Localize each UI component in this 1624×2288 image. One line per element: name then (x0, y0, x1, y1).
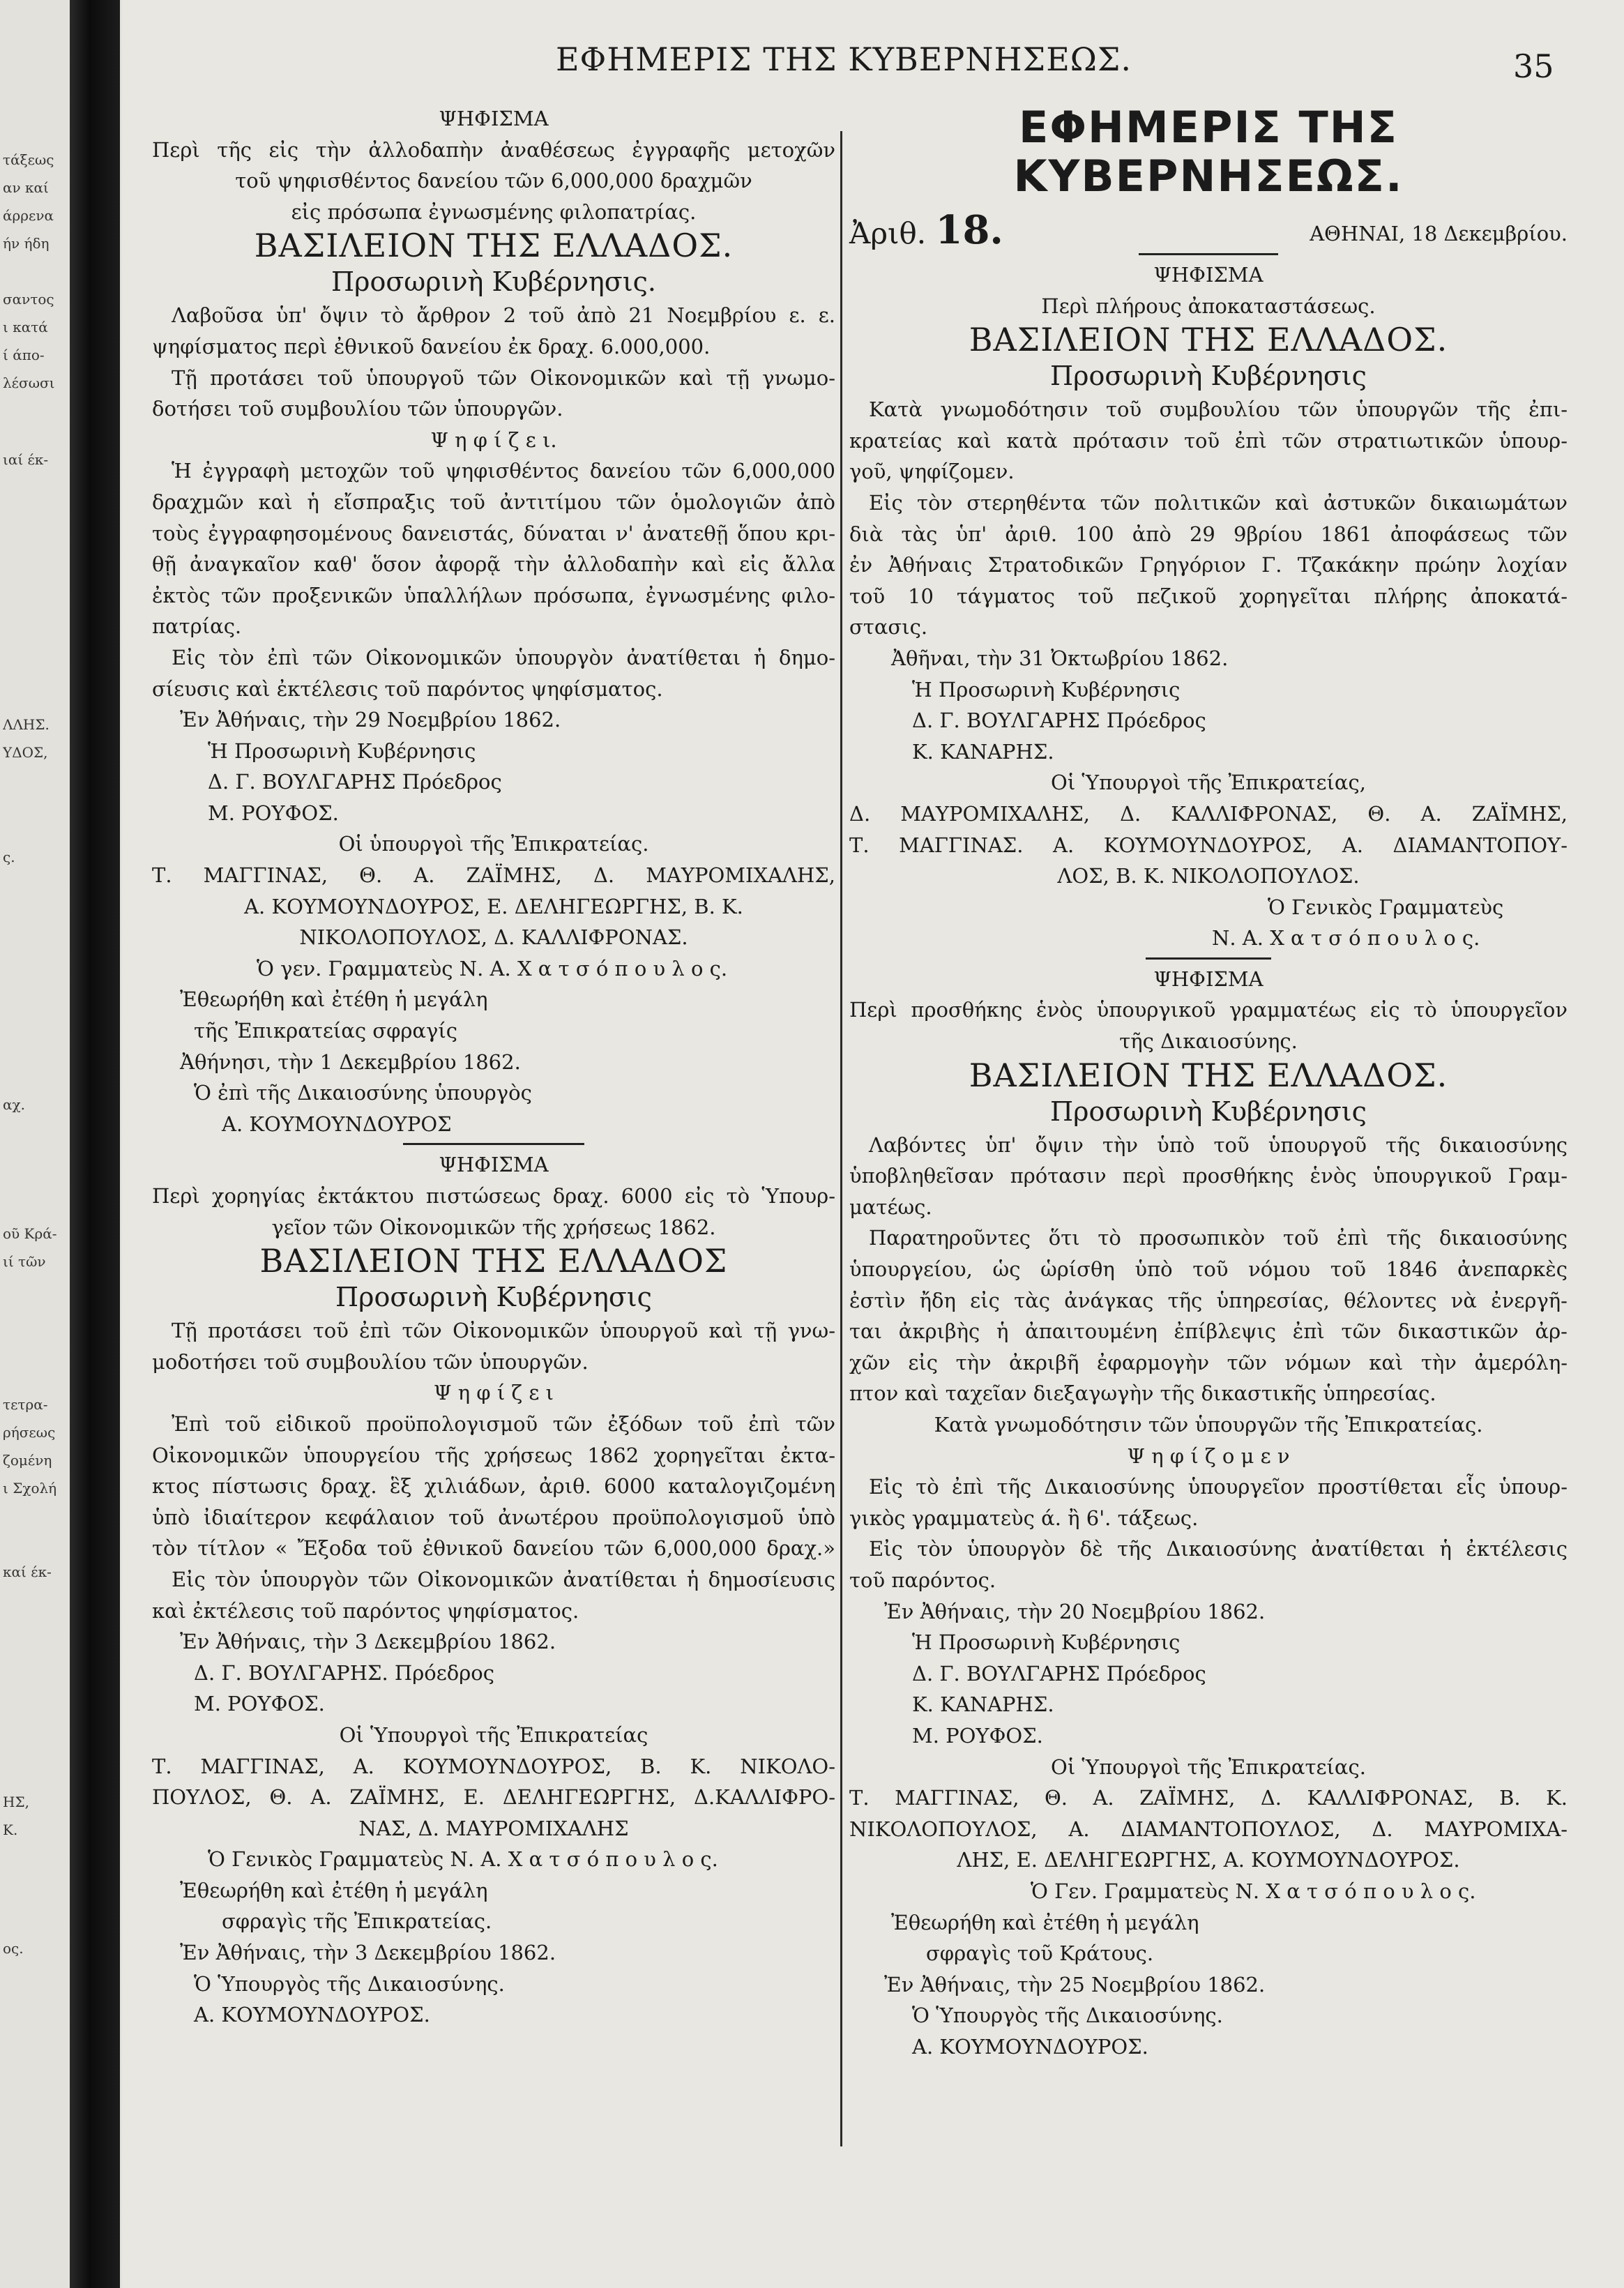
body-line: ὑπὸ ἰδιαίτερον κεφάλαιον τοῦ ἀνωτέρου προϋπολογισμοῦ ὑπὸ (152, 1505, 835, 1529)
body-line: γικὸς γραμματεὺς ά. ἢ 6'. τάξεως. (849, 1506, 1199, 1530)
issue-line (849, 201, 1568, 254)
execution-line: σίευσις καὶ ἐκτέλεσις τοῦ παρόντος ψηφίσματος. (152, 676, 663, 701)
kingdom-heading: ΒΑΣΙΛΕΙΟΝ ΤΗΣ ΕΛΛΑΔΟΣ. (254, 227, 734, 265)
body-line: πατρίας. (152, 614, 242, 639)
secretary-name: Ν. Α. Χ α τ σ ό π ο υ λ ο ς. (1212, 926, 1480, 950)
seal-date: Ἀθήνησι, τὴν 1 Δεκεμβρίου 1862. (180, 1050, 521, 1074)
president-signature: Δ. Γ. ΒΟΥΛΓΑΡΗΣ Πρόεδρος (912, 1661, 1206, 1685)
ministers-line: ΠΟΥΛΟΣ, Θ. Α. ΖΑΪΜΗΣ, Ε. ΔΕΛΗΓΕΩΡΓΗΣ, Δ.ΚΑΛΛΙΦΡΟ- (152, 1785, 835, 1810)
body-line: Ἡ ἐγγραφὴ μετοχῶν τοῦ ψηφισθέντος δανείου τῶν 6,000,000 (172, 459, 835, 483)
margin-fragment: αν καί (3, 179, 49, 196)
seal-line: Ἐθεωρήθη καὶ ἐτέθη ἡ μεγάλη (180, 1878, 488, 1902)
decree-secretary-addition (849, 964, 1568, 2063)
seal-line: Ἐθεωρήθη καὶ ἐτέθη ἡ μεγάλη (891, 1910, 1199, 1934)
preamble-line: Λαβόντες ὑπ' ὄψιν τὴν ὑπὸ τοῦ ὑπουργοῦ τῆς δικαιοσύνης (869, 1132, 1568, 1157)
justice-minister-name: Α. ΚΟΥΜΟΥΝΔΟΥΡΟΣ (222, 1112, 452, 1136)
kingdom-heading: ΒΑΣΙΛΕΙΟΝ ΤΗΣ ΕΛΛΑΔΟΣ. (969, 321, 1448, 359)
margin-fragment: τετρα- (3, 1396, 48, 1413)
margin-fragment: ΗΣ, (3, 1794, 29, 1810)
preamble-line: Τῇ προτάσει τοῦ ἐπὶ τῶν Οἰκονομικῶν ὑπουργοῦ καὶ τῇ γνω- (172, 1319, 835, 1343)
body-line: διὰ τὰς ὑπ' ἀριθ. 100 ἀπὸ 29 9βρίου 1861 ἀποφάσεως τῶν (849, 522, 1568, 546)
body-line: θῇ ἀναγκαῖον καθ' ὅσον ἀφορᾷ τὴν ἀλλοδαπὴν καὶ εἰς ἄλλα (152, 552, 835, 577)
margin-fragment: ί άπο- (3, 347, 45, 363)
execution-line: καὶ ἐκτέλεσις τοῦ παρόντος ψηφίσματος. (152, 1598, 579, 1623)
margin-fragment: ρήσεως (3, 1424, 56, 1441)
secretary-signature: Ὁ Γεν. Γραμματεὺς Ν. Χ α τ σ ό π ο υ λ ο ς. (1031, 1879, 1476, 1903)
kingdom-heading: ΒΑΣΙΛΕΙΟΝ ΤΗΣ ΕΛΛΑΔΟΣ. (969, 1056, 1448, 1094)
decree-subject-line: Περὶ προσθήκης ἑνὸς ὑπουργικοῦ γραμματέως εἰς τὸ ὑπουργεῖον (849, 998, 1568, 1022)
margin-fragment: ος. (3, 1940, 24, 1957)
body-line: Ἐπὶ τοῦ εἰδικοῦ προϋπολογισμοῦ τῶν ἐξόδων τοῦ ἐπὶ τῶν (172, 1411, 835, 1436)
government-label: Ἡ Προσωρινὴ Κυβέρνησις (208, 738, 476, 763)
decree-extra-credit (152, 1149, 835, 2030)
execution-line: Εἰς τὸν ἐπὶ τῶν Οἰκονομικῶν ὑπουργὸν ἀνατίθεται ἡ δημο- (172, 645, 835, 669)
seal-line: Ἐθεωρήθη καὶ ἐτέθη ἡ μεγάλη (180, 987, 488, 1012)
ministers-line: ΛΗΣ, Ε. ΔΕΛΗΓΕΩΡΓΗΣ, Α. ΚΟΥΜΟΥΝΔΟΥΡΟΣ. (957, 1848, 1460, 1872)
binding-shadow (70, 0, 120, 2288)
margin-fragment: ΛΛΗΣ. (3, 716, 50, 733)
issue-label: Ἀριθ. (849, 216, 927, 251)
issue-value: 18. (935, 207, 1003, 254)
ministers-line: Τ. ΜΑΓΓΙΝΑΣ, Θ. Α. ΖΑΪΜΗΣ, Δ. ΚΑΛΛΙΦΡΟΝΑΣ, Β. Κ. (849, 1786, 1568, 1810)
observation-line: Παρατηροῦντες ὅτι τὸ προσωπικὸν τοῦ ἐπὶ τῆς δικαιοσύνης (869, 1226, 1568, 1250)
body-line: Εἰς τὸ ἐπὶ τῆς Δικαιοσύνης ὑπουργεῖον προστίθεται εἷς ὑπουρ- (869, 1475, 1568, 1499)
preamble-line: δοτήσει τοῦ συμβουλίου τῶν ὑπουργῶν. (152, 397, 563, 421)
ministers-line: ΝΙΚΟΛΟΠΟΥΛΟΣ, Α. ΔΙΑΜΑΝΤΟΠΟΥΛΟΣ, Δ. ΜΑΥΡΟΜΙΧΑ- (849, 1817, 1568, 1841)
preamble-line: ψηφίσματος περὶ ἐθνικοῦ δανείου ἐκ δραχ. 6.000,000. (152, 334, 711, 358)
secretary-label: Ὁ Γενικὸς Γραμματεὺς (1268, 895, 1504, 919)
column-divider (840, 131, 842, 2146)
margin-fragment: ιί τῶν (3, 1253, 46, 1270)
member-signature: Μ. ΡΟΥΦΟΣ. (194, 1692, 325, 1716)
member-signature: Κ. ΚΑΝΑΡΗΣ. (912, 1692, 1054, 1717)
observation-line: χῶν εἰς τὴν ἀκριβῆ ἐφαρμογὴν τῶν νόμων καὶ τὴν ἀμερόλη- (849, 1350, 1568, 1374)
body-line: τοὺς ἐγγραφησομένους δανειστάς, δύναται ν' ἀνατεθῇ ὅπου κρι- (152, 521, 835, 545)
ministers-line: Τ. ΜΑΓΓΙΝΑΣ. Α. ΚΟΥΜΟΥΝΔΟΥΡΟΣ, Α. ΔΙΑΜΑΝΤΟΠΟΥ- (849, 833, 1568, 857)
section-rule (403, 1143, 584, 1145)
margin-fragment: άρρενα (3, 207, 54, 224)
execution-line: Εἰς τὸν ὑπουργὸν τῶν Οἰκονομικῶν ἀνατίθεται ἡ δημοσίευσις (172, 1567, 835, 1591)
advice-line: Κατὰ γνωμοδότησιν τῶν ὑπουργῶν τῆς Ἐπικρατείας. (934, 1413, 1483, 1437)
kingdom-heading: ΒΑΣΙΛΕΙΟΝ ΤΗΣ ΕΛΛΑΔΟΣ (259, 1242, 728, 1280)
decree-heading: ΨΗΦΙΣΜΑ (439, 1153, 549, 1177)
margin-fragment: Κ. (3, 1821, 18, 1838)
right-column (849, 103, 1568, 2062)
margin-fragment: ιαί έκ- (3, 451, 49, 468)
execution-line: Εἰς τὸν ὑπουργὸν δὲ τῆς Δικαιοσύνης ἀνατίθεται ἡ ἐκτέλεσις (869, 1537, 1568, 1561)
observation-line: ὑπουργείου, ὡς ὡρίσθη ὑπὸ τοῦ νόμου τοῦ 1846 ἀνεπαρκὲς (849, 1257, 1568, 1282)
body-line: τὸν τίτλον « Ἔξοδα τοῦ ἐθνικοῦ δανείου τῶν 6,000,000 δραχ.» (152, 1536, 835, 1561)
preamble-line: μοδοτήσει τοῦ συμβουλίου τῶν ὑπουργῶν. (152, 1349, 589, 1374)
president-signature: Δ. Γ. ΒΟΥΛΓΑΡΗΣ. Πρόεδρος (194, 1660, 494, 1685)
preamble-line: κρατείας καὶ κατὰ πρότασιν τοῦ ἐπὶ τῶν στρατιωτικῶν ὑπουρ- (849, 428, 1568, 453)
ministers-label: Οἱ ὑπουργοὶ τῆς Ἐπικρατείας. (338, 832, 649, 856)
execution-line: τοῦ παρόντος. (849, 1568, 996, 1592)
ministers-line: ΛΟΣ, Β. Κ. ΝΙΚΟΛΟΠΟΥΛΟΣ. (1057, 864, 1360, 888)
preamble-line: ματέως. (849, 1195, 932, 1219)
member-signature: Κ. ΚΑΝΑΡΗΣ. (912, 739, 1054, 764)
seal-line: σφραγὶς τοῦ Κράτους. (926, 1941, 1154, 1966)
decree-foreign-loan (152, 103, 835, 1139)
margin-fragment: ζομένη (3, 1452, 52, 1469)
seal-date: Ἐν Ἀθήναις, τὴν 25 Νοεμβρίου 1862. (884, 1972, 1266, 1997)
decree-subject-line: γεῖον τῶν Οἰκονομικῶν τῆς χρήσεως 1862. (271, 1215, 716, 1239)
justice-minister-label: Ὁ Ὑπουργὸς τῆς Δικαιοσύνης. (194, 1971, 505, 1996)
ministers-label: Οἱ Ὑπουργοὶ τῆς Ἐπικρατείας, (1051, 771, 1366, 795)
body-line: Εἰς τὸν στερηθέντα τῶν πολιτικῶν καὶ ἀστυκῶν δικαιωμάτων (869, 490, 1568, 515)
justice-minister-name: Α. ΚΟΥΜΟΥΝΔΟΥΡΟΣ. (912, 2034, 1148, 2059)
member-signature: Μ. ΡΟΥΦΟΣ. (208, 801, 339, 825)
decree-subject-line: Περὶ τῆς εἰς τὴν ἀλλοδαπὴν ἀναθέσεως ἐγγραφῆς μετοχῶν (152, 137, 835, 162)
margin-fragment: λέσωσι (3, 374, 55, 391)
decree-date: Ἐν Ἀθήναις, τὴν 20 Νοεμβρίου 1862. (884, 1599, 1266, 1623)
preamble-line: Λαβοῦσα ὑπ' ὄψιν τὸ ἄρθρον 2 τοῦ ἀπὸ 21 Νοεμβρίου ε. ε. (172, 303, 835, 328)
government-heading: Προσωρινὴ Κυβέρνησις (335, 1282, 652, 1313)
dateline: ΑΘΗΝΑΙ, 18 Δεκεμβρίου. (1310, 222, 1568, 246)
member-signature: Μ. ΡΟΥΦΟΣ. (912, 1723, 1043, 1748)
decree-date: Ἐν Ἀθήναις, τὴν 29 Νοεμβρίου 1862. (180, 708, 561, 732)
ministers-line: Α. ΚΟΥΜΟΥΝΔΟΥΡΟΣ, Ε. ΔΕΛΗΓΕΩΡΓΗΣ, Β. Κ. (244, 894, 743, 918)
decree-subject-line: Περὶ πλήρους ἀποκαταστάσεως. (1041, 294, 1376, 318)
margin-fragment: ΥΔΟΣ, (3, 744, 48, 761)
president-signature: Δ. Γ. ΒΟΥΛΓΑΡΗΣ Πρόεδρος (208, 770, 502, 794)
ministers-line: Δ. ΜΑΥΡΟΜΙΧΑΛΗΣ, Δ. ΚΑΛΛΙΦΡΟΝΑΣ, Θ. Α. ΖΑΪΜΗΣ, (849, 801, 1568, 826)
running-head: ΕΦΗΜΕΡΙΣ ΤΗΣ ΚΥΒΕΡΝΗΣΕΩΣ. (555, 40, 1132, 78)
decree-heading: ΨΗΦΙΣΜΑ (439, 107, 549, 130)
gazette-title: ΕΦΗΜΕΡΙΣ ΤΗΣ ΚΥΒΕΡΝΗΣΕΩΣ. (1013, 102, 1404, 202)
decree-restoration (849, 259, 1568, 954)
president-signature: Δ. Γ. ΒΟΥΛΓΑΡΗΣ Πρόεδρος (912, 709, 1206, 733)
margin-fragment: ς. (3, 849, 15, 865)
body-line: τοῦ 10 τάγματος τοῦ πεζικοῦ χορηγεῖται πλήρης ἀποκατά- (849, 584, 1568, 608)
body-line: ἐν Ἀθήναις Στρατοδικῶν Γρηγόριον Γ. Τζακάκην πρώην λοχίαν (849, 553, 1568, 577)
justice-minister-name: Α. ΚΟΥΜΟΥΝΔΟΥΡΟΣ. (194, 2003, 430, 2027)
ministers-line: Τ. ΜΑΓΓΙΝΑΣ, Α. ΚΟΥΜΟΥΝΔΟΥΡΟΣ, Β. Κ. ΝΙΚΟΛΟ- (152, 1754, 835, 1778)
body-line: κτος πίστωσις δραχ. ἓξ χιλιάδων, ἀριθ. 6000 καταλογιζομένη (152, 1474, 835, 1499)
observation-line: ται ἀκριβὴς ἡ ἀπαιτουμένη ἐπίβλεψις ἐπὶ τῶν δικαστικῶν ἀρ- (849, 1319, 1568, 1344)
observation-line: ἐστὶν ἤδη εἰς τὰς ἀνάγκας τῆς ὑπηρεσίας, θέλοντες νὰ ἐνεργῆ- (849, 1288, 1568, 1312)
secretary-signature: Ὁ γεν. Γραμματεὺς Ν. Α. Χ α τ σ ό π ο υ λ ο ς. (257, 956, 728, 980)
decree-date: Ἐν Ἀθήναις, τὴν 3 Δεκεμβρίου 1862. (180, 1630, 556, 1654)
decree-heading: ΨΗΦΙΣΜΑ (1153, 263, 1263, 287)
ministers-label: Οἱ Ὑπουργοὶ τῆς Ἐπικρατείας (339, 1722, 648, 1747)
justice-minister-label: Ὁ ἐπὶ τῆς Δικαιοσύνης ὑπουργὸς (194, 1081, 532, 1105)
margin-fragment: ι κατά (3, 319, 48, 335)
decrees-label: Ψ η φ ί ζ ε ι (434, 1381, 554, 1405)
decree-subject-line: Περὶ χορηγίας ἐκτάκτου πιστώσεως δραχ. 6000 εἰς τὸ Ὑπουρ- (152, 1184, 835, 1208)
secretary-signature: Ὁ Γενικὸς Γραμματεὺς Ν. Α. Χ α τ σ ό π ο υ λ ο ς. (208, 1847, 718, 1872)
page-number: 35 (1513, 47, 1554, 85)
body-line: Οἰκονομικῶν ὑπουργείου τῆς χρήσεως 1862 χορηγεῖται ἐκτα- (152, 1443, 835, 1467)
left-column (152, 103, 835, 2031)
ministers-line: ΝΑΣ, Δ. ΜΑΥΡΟΜΙΧΑΛΗΣ (358, 1816, 629, 1840)
decree-subject-line: τῆς Δικαιοσύνης. (1119, 1029, 1298, 1054)
government-label: Ἡ Προσωρινὴ Κυβέρνησις (912, 1630, 1181, 1655)
government-heading: Προσωρινὴ Κυβέρνησις. (331, 266, 657, 298)
body-line: στασις. (849, 615, 928, 639)
margin-fragment: ήν ήδη (3, 235, 50, 252)
decree-subject-line: εἰς πρόσωπα ἐγνωσμένης φιλοπατρίας. (291, 199, 697, 224)
observation-line: πτον καὶ ταχεῖαν διεξαγωγὴν τῆς δικαστικῆς ὑπηρεσίας. (849, 1381, 1436, 1406)
justice-minister-label: Ὁ Ὑπουργὸς τῆς Δικαιοσύνης. (912, 2003, 1223, 2028)
decrees-label: Ψ η φ ί ζ ο μ ε ν (1127, 1444, 1290, 1468)
seal-line: σφραγὶς τῆς Ἐπικρατείας. (222, 1909, 492, 1934)
body-line: δραχμῶν καὶ ἡ εἴσπραξις τοῦ ἀντιτίμου τῶν ὁμολογιῶν ἀπὸ (152, 490, 835, 514)
ministers-line: Τ. ΜΑΓΓΙΝΑΣ, Θ. Α. ΖΑΪΜΗΣ, Δ. ΜΑΥΡΟΜΙΧΑΛΗΣ, (152, 863, 835, 888)
government-heading: Προσωρινὴ Κυβέρνησις (1050, 1096, 1367, 1127)
margin-fragment: ι Σχολή (3, 1480, 57, 1497)
seal-date: Ἐν Ἀθήναις, τὴν 3 Δεκεμβρίου 1862. (180, 1941, 556, 1965)
government-heading: Προσωρινὴ Κυβέρνησις (1050, 361, 1367, 392)
margin-fragment: καί έκ- (3, 1563, 52, 1580)
margin-fragment: σαντος (3, 291, 54, 308)
government-label: Ἡ Προσωρινὴ Κυβέρνησις (912, 677, 1181, 702)
decrees-label: Ψ η φ ί ζ ε ι. (430, 427, 557, 452)
body-line: ἐκτὸς τῶν προξενικῶν ὑπαλλήλων πρόσωπα, ἐγνωσμένης φιλο- (152, 583, 835, 607)
section-rule (1139, 253, 1278, 255)
margin-fragment: οῦ Κρά- (3, 1225, 57, 1242)
section-rule (1146, 957, 1271, 960)
margin-fragment: τάξεως (3, 151, 54, 168)
preamble-line: Κατὰ γνωμοδότησιν τοῦ συμβουλίου τῶν ὑπουργῶν τῆς ἐπι- (869, 397, 1568, 422)
margin-fragment: αχ. (3, 1096, 25, 1113)
decree-heading: ΨΗΦΙΣΜΑ (1153, 967, 1263, 991)
seal-line: τῆς Ἐπικρατείας σφραγίς (194, 1019, 457, 1043)
preamble-line: γοῦ, ψηφίζομεν. (849, 460, 1015, 484)
ministers-label: Οἱ Ὑπουργοὶ τῆς Ἐπικρατείας. (1051, 1755, 1366, 1779)
decree-subject-line: τοῦ ψηφισθέντος δανείου τῶν 6,000,000 δραχμῶν (235, 169, 752, 193)
ministers-line: ΝΙΚΟΛΟΠΟΥΛΟΣ, Δ. ΚΑΛΛΙΦΡΟΝΑΣ. (299, 925, 688, 950)
issue-number (849, 207, 1003, 254)
decree-date: Ἀθῆναι, τὴν 31 Ὀκτωβρίου 1862. (891, 646, 1229, 670)
preamble-line: Τῇ προτάσει τοῦ ὑπουργοῦ τῶν Οἰκονομικῶν καὶ τῇ γνωμο- (172, 365, 835, 390)
preamble-line: ὑποβληθεῖσαν πρότασιν περὶ προσθήκης ἑνὸς ὑπουργικοῦ Γραμ- (849, 1164, 1568, 1188)
